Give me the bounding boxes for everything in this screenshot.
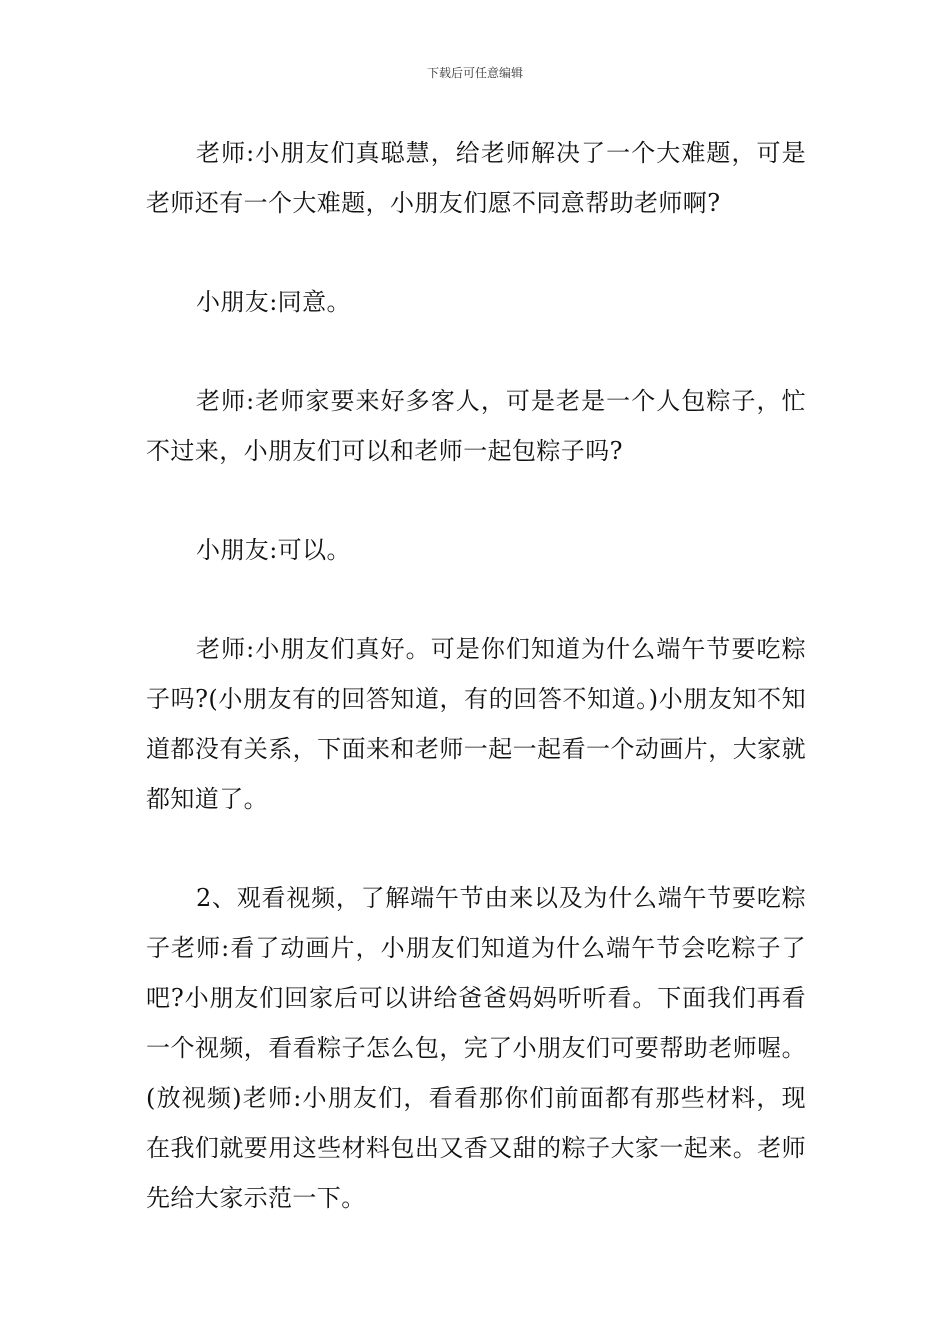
document-body — [146, 128, 806, 1223]
paragraph-spacer — [146, 327, 806, 376]
paragraph-step-2: 2、观看视频，了解端午节由来以及为什么端午节要吃粽子老师:看了动画片，小朋友们知道为什么端午节会吃粽子了吧?小朋友们回家后可以讲给爸爸妈妈听听看。下面我们再看一个视频，看看粽子怎么包，完了小朋友们可要帮助老师喔。(放视频)老师:小朋友们，看看那你们前面都有那些材料，现在我们就要用这些材料包出又香又甜的粽子大家一起来。老师先给大家示范一下。 — [146, 884, 806, 1212]
paragraph-children-1: 小朋友:同意。 — [196, 288, 351, 316]
paragraph-spacer — [146, 228, 806, 277]
paragraph-spacer — [146, 575, 806, 624]
paragraph-teacher-1: 老师:小朋友们真聪慧，给老师解决了一个大难题，可是老师还有一个大难题，小朋友们愿不同意帮助老师啊? — [146, 139, 806, 217]
paragraph-teacher-3: 老师:小朋友们真好。可是你们知道为什么端午节要吃粽子吗?(小朋友有的回答知道，有的回答不知道。)小朋友知不知道都没有关系，下面来和老师一起一起看一个动画片，大家就都知道了。 — [146, 635, 806, 813]
paragraph-teacher-2: 老师:老师家要来好多客人，可是老是一个人包粽子，忙不过来，小朋友们可以和老师一起包粽子吗? — [146, 387, 806, 465]
page-header: 下载后可任意编辑 — [426, 66, 523, 80]
paragraph-spacer — [146, 824, 806, 873]
paragraph-spacer — [146, 476, 806, 525]
paragraph-children-2: 小朋友:可以。 — [196, 536, 351, 564]
